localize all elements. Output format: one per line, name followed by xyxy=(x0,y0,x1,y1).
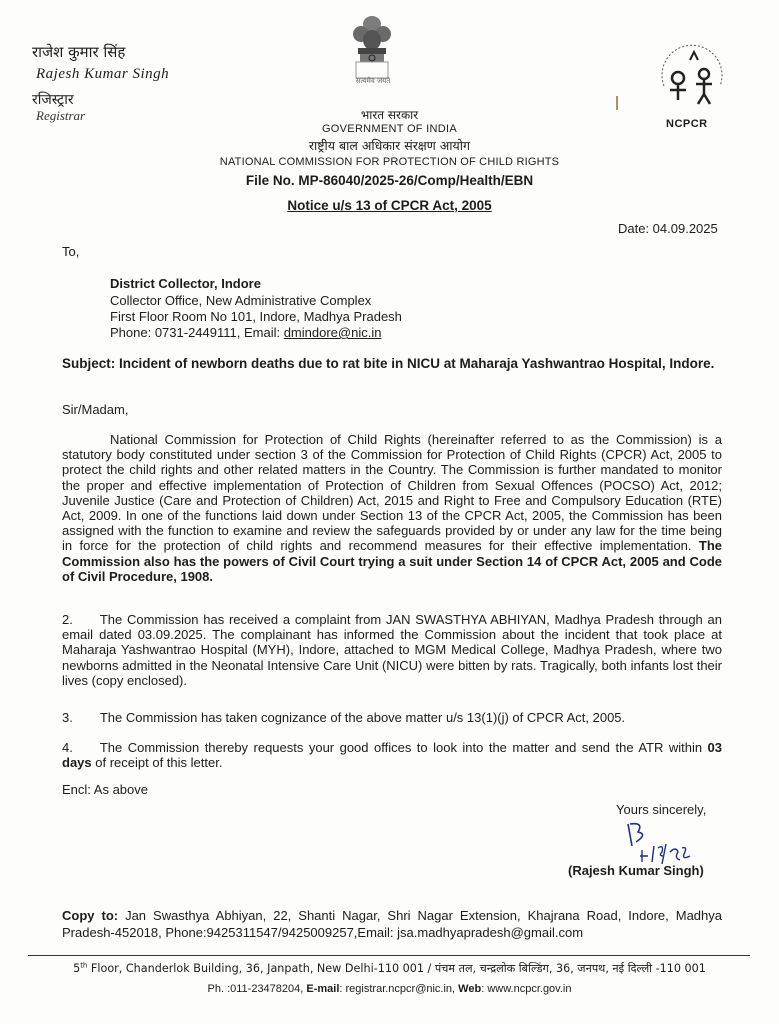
signatory-name: (Rajesh Kumar Singh) xyxy=(568,863,704,878)
paragraph-4-number: 4. xyxy=(62,740,73,755)
closing-line: Yours sincerely, xyxy=(616,802,707,817)
sender-name-english: Rajesh Kumar Singh xyxy=(36,66,170,82)
paragraph-3-number: 3. xyxy=(62,710,73,725)
addressee-line-3: First Floor Room No 101, Indore, Madhya Pradesh xyxy=(110,309,402,324)
footer-email[interactable]: : registrar.ncpcr@nic.in, xyxy=(339,983,459,995)
footer-web-label: Web xyxy=(458,983,482,995)
footer-address-text: Floor, Chanderlok Building, 36, Janpath, New Delhi-110 001 / पंचम तल, चन्द्रलोक बिल्डिंग, 36, जनपथ, नई दिल्ली -110 001 xyxy=(87,962,706,975)
paragraph-4-text: The Commission thereby requests your good offices to look into the matter and send the ATR within xyxy=(99,740,708,755)
addressee-email-link[interactable]: dmindore@nic.in xyxy=(283,325,382,340)
govt-hindi: भारत सरकार xyxy=(360,108,419,122)
ink-mark xyxy=(616,96,618,110)
paragraph-4 xyxy=(62,740,722,770)
addressee-phone: Phone: 0731-2449111, Email: xyxy=(110,325,284,340)
paragraph-1-bold: The Commission also has the powers of Civil Court trying a suit under Section 14 of CPCR Act, 2005 and Code of Civil Procedure, 1908. xyxy=(62,538,722,584)
paragraph-2-number: 2. xyxy=(62,612,73,627)
paragraph-3 xyxy=(62,710,722,725)
footer-web[interactable]: : www.ncpcr.gov.in xyxy=(481,983,572,995)
letter-date: Date: 04.09.2025 xyxy=(618,221,718,236)
addressee-line-4 xyxy=(110,325,381,341)
sender-name-hindi: राजेश कुमार सिंह xyxy=(32,43,126,61)
commission-hindi: राष्ट्रीय बाल अधिकार संरक्षण आयोग xyxy=(308,138,471,153)
commission-english: NATIONAL COMMISSION FOR PROTECTION OF CHILD RIGHTS xyxy=(219,156,560,168)
subject-line: Subject: Incident of newborn deaths due to rat bite in NICU at Maharaja Yashwantrao Hospital, Indore. xyxy=(62,356,715,371)
signature-icon xyxy=(622,816,702,866)
sender-designation-hindi: रजिस्ट्रार xyxy=(32,92,74,108)
footer-divider xyxy=(28,955,750,956)
copy-to-label: Copy to: xyxy=(62,908,119,923)
paragraph-1 xyxy=(62,432,722,584)
paragraph-2-text: The Commission has received a complaint from JAN SWASTHYA ABHIYAN, Madhya Pradesh through an email dated 03.09.2025. The complainant has informed the Commission about the incident that took place at Maharaja Yashwantrao Hospital (MYH), Indore, attached to MGM Medical College, Madhya Pradesh, where two newborns admitted in the Neonatal Intensive Care Unit (NICU) were bitten by rats. Tragically, both infants lost their lives (copy enclosed). xyxy=(62,612,722,688)
enclosure-note: Encl: As above xyxy=(62,782,148,797)
footer-phone: Ph. :011-23478204, xyxy=(207,983,307,995)
govt-english: GOVERNMENT OF INDIA xyxy=(321,123,458,135)
footer-floor-number: 5 xyxy=(73,962,81,975)
file-number: File No. MP-86040/2025-26/Comp/Health/EBN xyxy=(245,173,534,188)
paragraph-3-text: The Commission has taken cognizance of the above matter u/s 13(1)(j) of CPCR Act, 2005. xyxy=(99,710,626,725)
ncpcr-logo-text: NCPCR xyxy=(666,118,708,130)
footer-email-label: E-mail xyxy=(306,983,340,995)
paragraph-2 xyxy=(62,612,722,688)
to-label: To, xyxy=(62,244,80,259)
footer-contact xyxy=(0,983,779,995)
footer-address xyxy=(0,961,779,976)
paragraph-4-text-end: of receipt of this letter. xyxy=(91,755,223,771)
salutation: Sir/Madam, xyxy=(62,402,129,417)
ncpcr-logo-icon xyxy=(654,38,730,114)
copy-to-text: Jan Swasthya Abhiyan, 22, Shanti Nagar, Shri Nagar Extension, Khajrana Road, Indore, Madhya Pradesh-452018, Phone:9425311547/9425009257,Email: jsa.madhyapradesh@gmail.com xyxy=(62,908,722,940)
emblem-motto: सत्यमेव जयते xyxy=(355,77,391,85)
paragraph-1-text: National Commission for Protection of Child Rights (hereinafter referred to as the Commission) is a statutory body constituted under section 3 of the Commission for Protection of Child Rights (CPCR) Act, 2005 to protect the child rights and other related matters in the Country. The Commission is further mandated to monitor the proper and effective implementation of Protection of Children from Sexual Offences (POCSO) Act, 2012; Juvenile Justice (Care and Protection of Children) Act, 2015 and Right to Free and Compulsory Education (RTE) Act, 2009. In one of the functions laid down under Section 13 of the CPCR Act, 2005, the Commission has been assigned with the function to examine and review the safeguards provided by or under any law for the time being in force for the protection of child rights and recommend measures for their effective implementation. xyxy=(62,432,722,554)
sender-designation-english: Registrar xyxy=(36,108,86,123)
addressee-title: District Collector, Indore xyxy=(110,276,261,291)
footer-floor-suffix: th xyxy=(80,961,88,970)
notice-title: Notice u/s 13 of CPCR Act, 2005 xyxy=(287,198,492,213)
copy-to xyxy=(62,907,722,941)
paragraph-4-deadline: 03 days xyxy=(62,740,722,771)
addressee-line-2: Collector Office, New Administrative Complex xyxy=(110,293,372,308)
